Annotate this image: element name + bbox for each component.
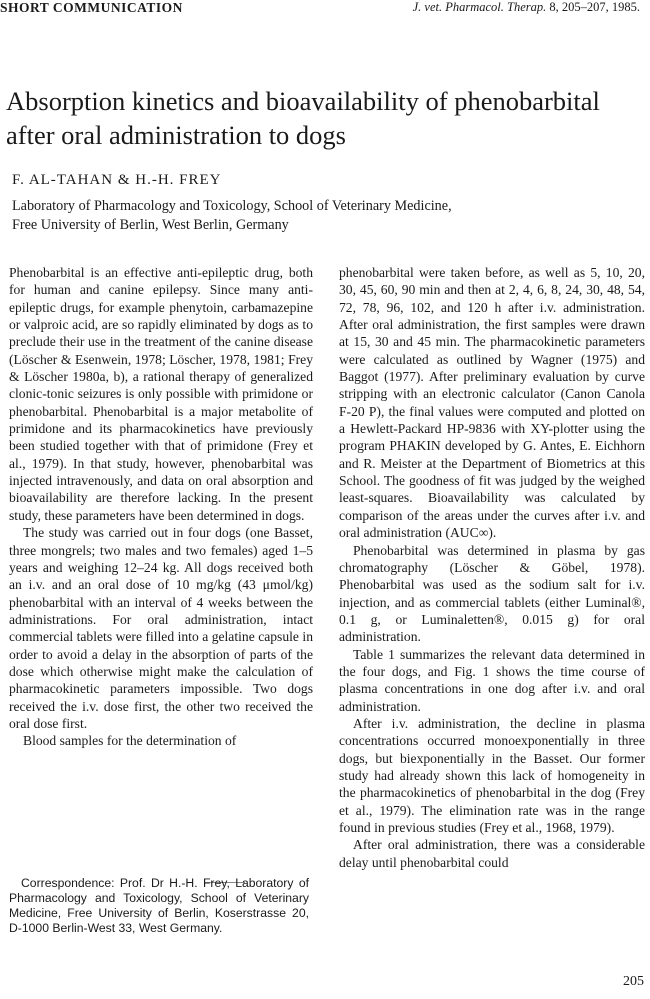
paragraph: After i.v. administration, the decline in plasma concentrations occurred monoexponentially in three dogs, but biexponentially in the Basset. Our former study had already shown this lack of homogeneity in the pharmacokinetics of phenobarbital in the dog (Frey et al., 1979). The elimination rate was in the range found in previous studies (Frey et al., 1968, 1979). [339, 715, 645, 835]
paragraph: The study was carried out in four dogs (one Basset, three mongrels; two males and two females) aged 1–5 years and weighing 12–24 kg. All dogs received both an i.v. and an oral dose of 10 mg/kg (43 μmol/kg) phenobarbital with an interval of 4 weeks between the administrations. For oral administration, intact commercial tablets were filled into a gelatine capsule in order to avoid a delay in the absorption of parts of the dose which otherwise might make the calculation of pharmacokinetic parameters impossible. Two dogs received the i.v. dose first, the other two received the oral dose first. [9, 525, 313, 731]
section-label: SHORT COMMUNICATION [0, 0, 183, 15]
right-column [339, 264, 645, 871]
correspondence-footnote: Correspondence: Prof. Dr H.-H. Frey, Laboratory of Pharmacology and Toxicology, School of Veterinary Medicine, Free University of Berlin, Koserstrasse 20, D-1000 Berlin-West 33, West Germany. [9, 876, 309, 935]
journal-name: J. vet. Pharmacol. Therap. [412, 0, 547, 14]
affiliation-line-2: Free University of Berlin, West Berlin, Germany [12, 216, 289, 233]
paragraph: Table 1 summarizes the relevant data determined in the four dogs, and Fig. 1 shows the time course of plasma concentrations in one dog after i.v. and oral administration. [339, 646, 645, 714]
paragraph: Phenobarbital is an effective anti-epileptic drug, both for human and canine epilepsy. Since many anti-epileptic drugs, for example phenytoin, carbamazepine or valproic acid, are so rapidly eliminated by dogs as to preclude their use in the treatment of the canine disease (Löscher & Esenwein, 1978; Löscher, 1978, 1981; Frey & Löscher 1980a, b), a rational therapy of generalized clonic-tonic seizures is only possible with primidone or phenobarbital. Phenobarbital is a major metabolite of primidone and its pharmacokinetics have previously been studied together with that of primidone (Frey et al., 1979). In that study, however, phenobarbital was injected intravenously, and data on oral absorption and bioavailability are therefore lacking. In the present study, these parameters have been determined in dogs. [9, 265, 313, 523]
page-number: 205 [623, 974, 644, 989]
journal-volume-pages: 8, 205–207, 1985. [549, 0, 640, 14]
paragraph: Blood samples for the determination of [23, 733, 237, 749]
paragraph: phenobarbital were taken before, as well as 5, 10, 20, 30, 45, 60, 90 min and then at 2, 4, 6, 8, 24, 30, 48, 54, 72, 78, 96, 102, and 120 h after i.v. administration. After oral administration, the first samples were drawn at 15, 30 and 45 min. The pharmacokinetic parameters were calculated as outlined by Wagner (1975) and Baggot (1977). After preliminary evaluation by curve stripping with an electronic calculator (Canon Canola F-20 P), the final values were computed and plotted on a Hewlett-Packard HP-9836 with XY-plotter using the program PHAKIN developed by G. Antes, E. Eichhorn and R. Meister at the Department of Biometrics at this School. The goodness of fit was judged by the weighed least-squares. Bioavailability was calculated by comparison of the areas under the curves after i.v. and oral administration (AUC∞). [339, 265, 645, 541]
left-column [9, 264, 313, 750]
affiliation-line-1: Laboratory of Pharmacology and Toxicology, School of Veterinary Medicine, [12, 198, 452, 214]
paragraph: After oral administration, there was a considerable delay until phenobarbital could [339, 837, 645, 870]
article-title: Absorption kinetics and bioavailability of phenobarbital after oral administration to dogs [6, 86, 600, 150]
affiliation [12, 197, 632, 234]
paragraph: Phenobarbital was determined in plasma by gas chromatography (Löscher & Göbel, 1978). Phenobarbital was used as the sodium salt for i.v. injection, and as commercial tablets (either Luminal®, 0.1 g, or Luminaletten®, 0.015 g) for oral administration. [339, 542, 645, 645]
author-list: F. AL-TAHAN & H.-H. FREY [12, 172, 222, 188]
journal-citation [413, 0, 640, 15]
